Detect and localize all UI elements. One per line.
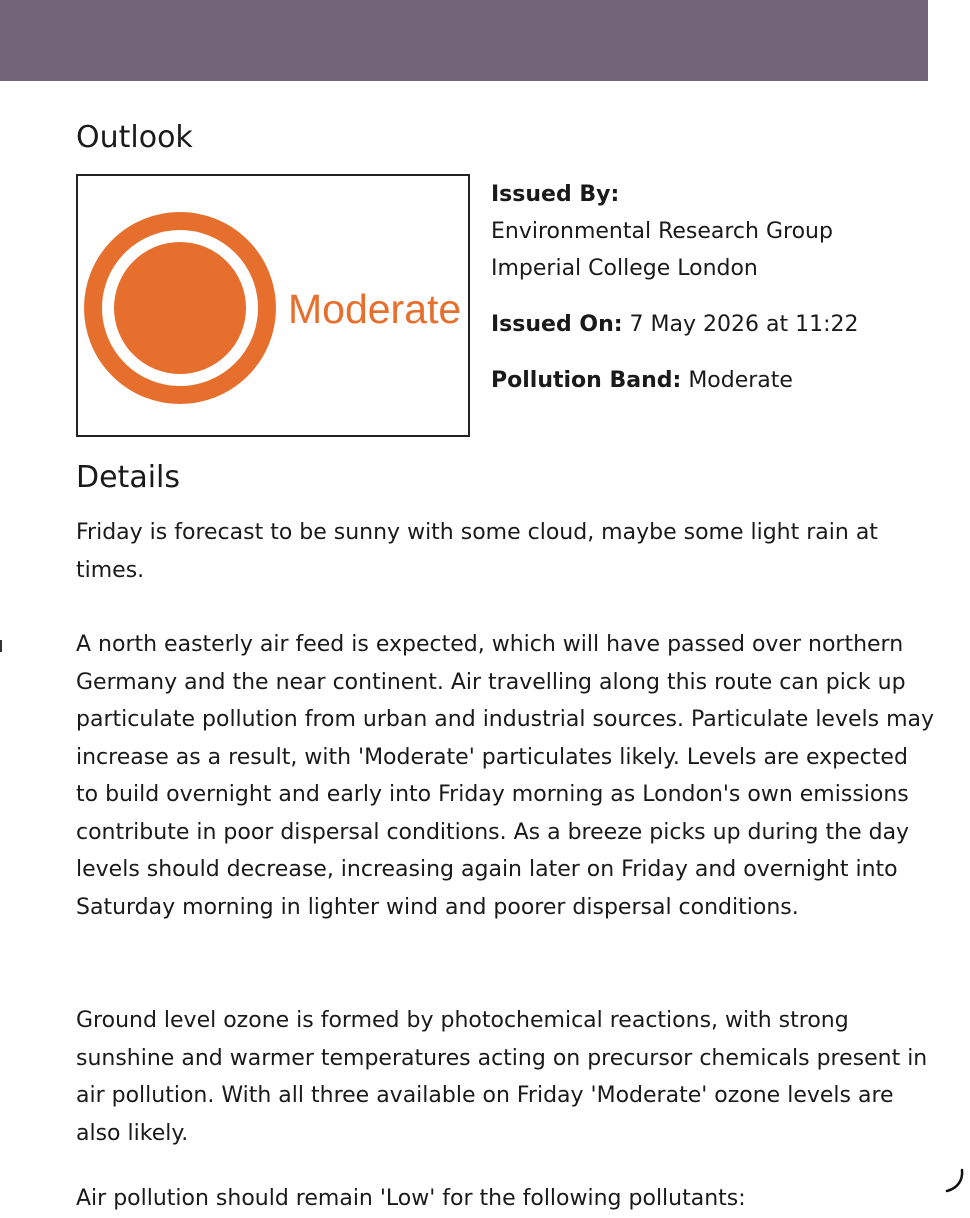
details-paragraph-particulates: A north easterly air feed is expected, which will have passed over northern Germany and the near continent. Air travelling along this route can pick up particulate pollution from urban and industrial sources. Particulate levels may increase as a result, with 'Moderate' particulates likely. Levels are expected to build overnight and early into Friday morning as London's own emissions contribute in poor dispersal conditions. As a breeze picks up during the day levels should decrease, increasing again later on Friday and overnight into Saturday morning in lighter wind and poorer dispersal conditions. [76,632,935,920]
left-edge-marker [0,640,2,652]
pollution-band-image [76,174,470,437]
details-heading: Details [76,460,181,495]
header-bar [0,0,928,81]
issued-on-value: 7 May 2026 at 11:22 [629,312,859,337]
pollution-band-value: Moderate [688,368,793,393]
pollution-band-circle-icon [78,176,468,435]
issued-by-organisation: Environmental Research Group [491,219,833,244]
issued-by-label: Issued By: [491,182,620,207]
details-paragraph-ozone: Ground level ozone is formed by photochemical reactions, with strong sunshine and warmer temperatures acting on precursor chemicals present in air pollution. With all three available on Friday 'Moderate' ozone levels are also likely. [76,1008,928,1146]
details-paragraph-weather: Friday is forecast to be sunny with some cloud, maybe some light rain at times. [76,520,878,583]
details-paragraph-low-pollutants: Air pollution should remain 'Low' for the following pollutants: [76,1186,746,1211]
resize-handle-icon[interactable] [944,1168,966,1194]
outlook-heading: Outlook [76,120,193,155]
issue-metadata [491,176,941,399]
issued-on-label: Issued On: [491,312,623,337]
issued-by-institution: Imperial College London [491,256,758,281]
pollution-band-label: Pollution Band: [491,368,682,393]
pollution-band-image-label: Moderate [288,286,462,332]
